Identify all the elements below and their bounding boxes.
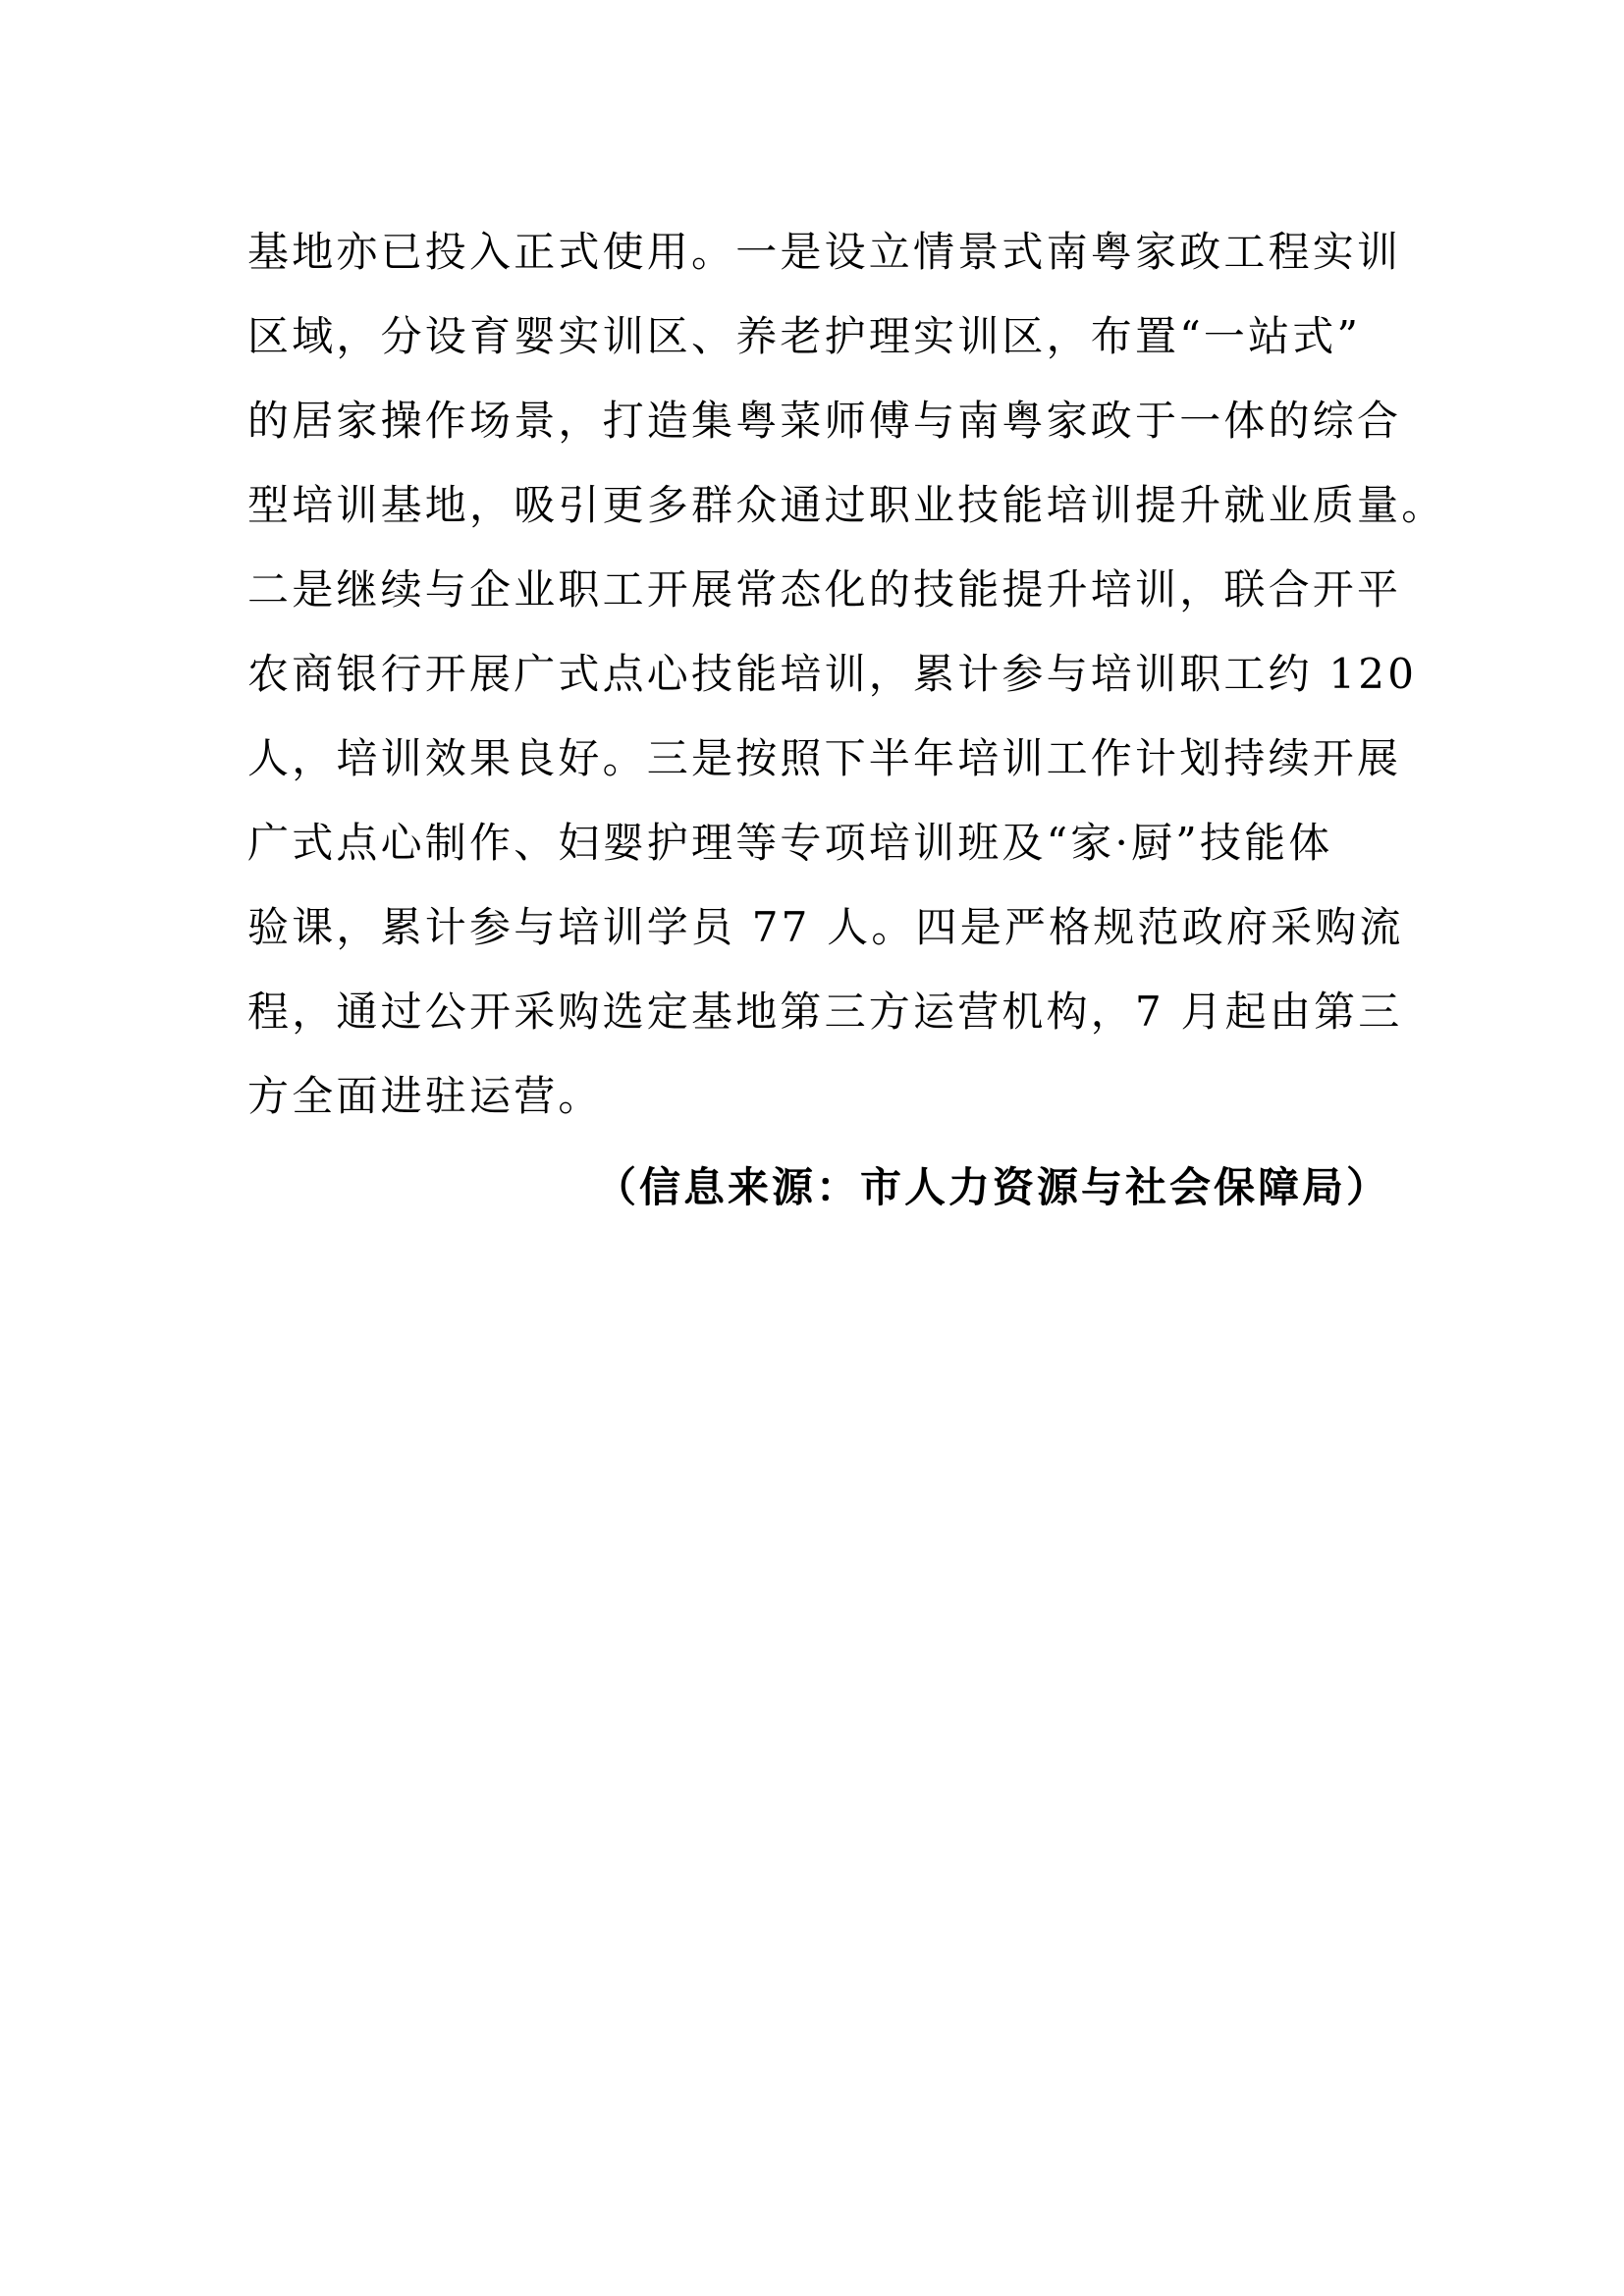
- paragraph-line-11: 方全面进驻运营。: [247, 1072, 603, 1120]
- paragraph-line-8: 广式点心制作、妇婴护理等专项培训班及“家·厨”技能体: [247, 819, 1333, 867]
- source-attribution: （信息来源：市人力资源与社会保障局）: [595, 1163, 1391, 1211]
- paragraph-line-3: 的居家操作场景，打造集粤菜师傅与南粤家政于一体的综合: [247, 397, 1402, 445]
- paragraph-line-9: 验课，累计参与培训学员 77 人。四是严格规范政府采购流: [247, 903, 1404, 951]
- paragraph-line-6: 农商银行开展广式点心技能培训，累计参与培训职工约 120: [247, 650, 1418, 698]
- paragraph-line-1: 基地亦已投入正式使用。一是设立情景式南粤家政工程实训: [247, 228, 1402, 276]
- paragraph-line-10: 程，通过公开采购选定基地第三方运营机构，7 月起由第三: [247, 988, 1403, 1036]
- paragraph-line-7: 人，培训效果良好。三是按照下半年培训工作计划持续开展: [247, 734, 1402, 782]
- paragraph-line-4: 型培训基地，吸引更多群众通过职业技能培训提升就业质量。: [247, 481, 1446, 529]
- paragraph-line-2: 区域，分设育婴实训区、养老护理实训区，布置“一站式”: [247, 312, 1362, 360]
- paragraph-line-5: 二是继续与企业职工开展常态化的技能提升培训，联合开平: [247, 565, 1402, 614]
- body-paragraph: [247, 210, 1446, 1139]
